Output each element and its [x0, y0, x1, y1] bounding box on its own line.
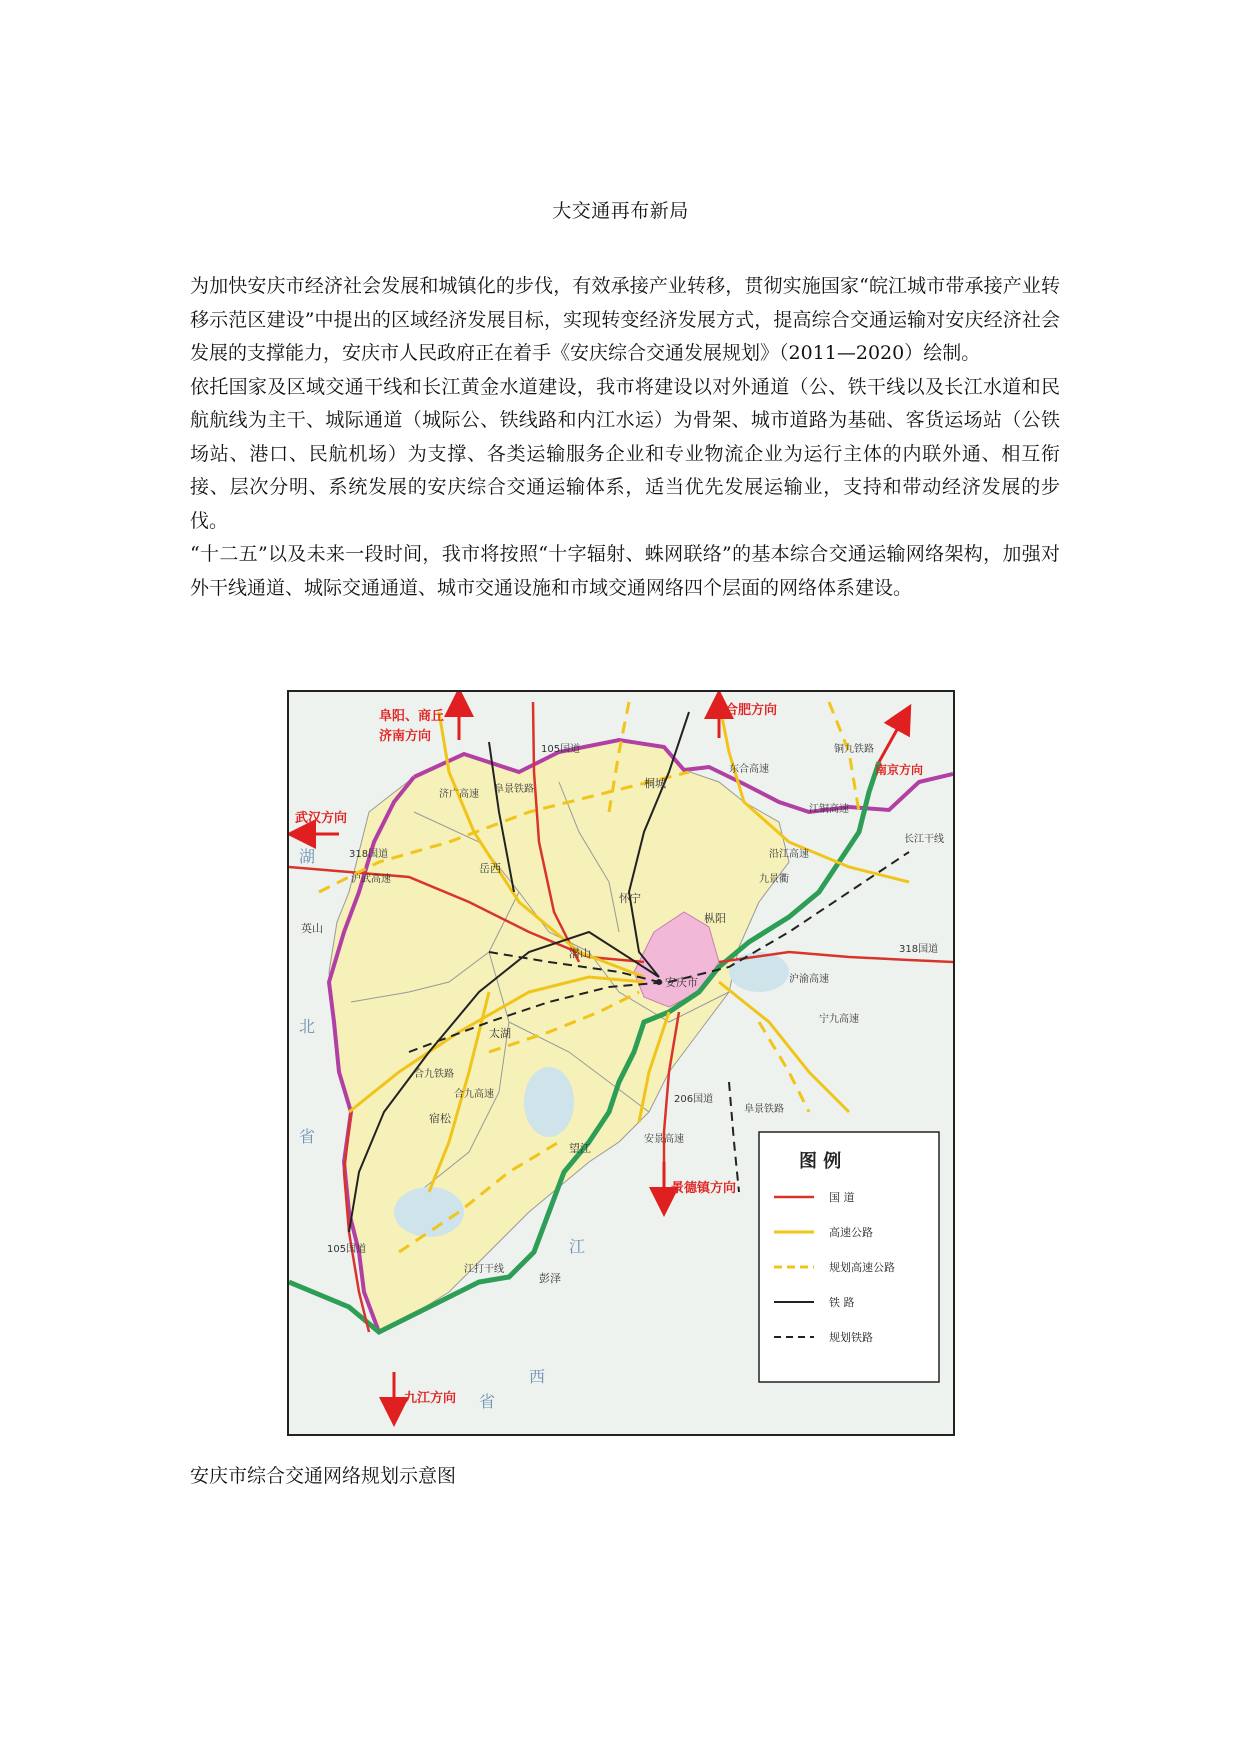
route-jiangda: 江打干线 — [464, 1264, 504, 1275]
route-hejiu-exp: 合九高速 — [454, 1089, 494, 1100]
route-206: 206国道 — [674, 1094, 714, 1105]
paragraph-3: “十二五”以及未来一段时间，我市将按照“十字辐射、蛛网联络”的基本综合交通运输网络架构，加强对外干线通道、城际交通通道、城市交通设施和市域交通网络四个层面的网络体系建设。 — [190, 543, 1060, 599]
label-hefei: 合肥方向 — [725, 703, 778, 718]
place-huaining: 怀宁 — [619, 892, 641, 905]
legend-label-national-road: 国 道 — [829, 1191, 855, 1204]
route-105-south: 105国道 — [327, 1244, 367, 1255]
route-hejiu-rail: 合九铁路 — [414, 1069, 454, 1080]
label-nanjing: 南京方向 — [875, 763, 924, 777]
province-jiangxi-1: 江 — [569, 1237, 586, 1256]
province-jiangxi-3: 省 — [479, 1392, 496, 1411]
place-pengze: 彭泽 — [539, 1272, 561, 1285]
route-tongda: 铜九铁路 — [834, 744, 874, 755]
route-yanjiang: 沿江高速 — [769, 849, 809, 860]
place-zongyang: 枞阳 — [704, 912, 726, 925]
route-huwu: 沪武高速 — [351, 874, 391, 885]
place-tongcheng: 桐城 — [644, 777, 666, 790]
route-318: 318国道 — [349, 849, 389, 860]
legend-label-planned-expressway: 规划高速公路 — [829, 1261, 895, 1274]
legend-label-planned-railway: 规划铁路 — [829, 1331, 873, 1344]
place-yuexi: 岳西 — [479, 862, 501, 875]
route-wangjiang: 东合高速 — [729, 764, 769, 775]
place-yingshan: 英山 — [301, 922, 323, 935]
document-body — [190, 270, 1060, 605]
place-qianshan: 潜山 — [569, 947, 591, 960]
route-fujing: 阜景铁路 — [494, 784, 534, 795]
province-hubei-2: 北 — [299, 1017, 316, 1036]
label-wuhan: 武汉方向 — [295, 811, 348, 826]
route-jiujiang-rail: 九景衢 — [759, 874, 789, 885]
label-fuyang: 阜阳、商丘 — [379, 709, 445, 724]
route-changjiang: 长江干线 — [904, 834, 944, 845]
label-jiujiang: 九江方向 — [404, 1391, 457, 1406]
route-anjing: 安景高速 — [644, 1134, 684, 1145]
route-jiangtong: 江铜高速 — [809, 804, 849, 815]
paragraph-1: 为加快安庆市经济社会发展和城镇化的步伐，有效承接产业转移，贯彻实施国家“皖江城市带承接产业转移示范区建设”中提出的区域经济发展目标，实现转变经济发展方式，提高综合交通运输对安庆经济社会发展的支撑能力，安庆市人民政府正在着手《安庆综合交通发展规划》（2011—2020）绘制。 — [190, 275, 1060, 364]
map-caption: 安庆市综合交通网络规划示意图 — [190, 1465, 457, 1487]
route-jishang: 济广高速 — [439, 789, 479, 800]
legend-label-expressway: 高速公路 — [829, 1226, 873, 1239]
route-105: 105国道 — [541, 744, 581, 755]
province-hubei-3: 省 — [299, 1127, 316, 1146]
label-jinan: 济南方向 — [379, 729, 432, 744]
place-anqing: 安庆市 — [665, 976, 698, 989]
paragraph-2: 依托国家及区域交通干线和长江黄金水道建设，我市将建设以对外通道（公、铁干线以及长江水道和民航航线为主干、城际通道（城际公、铁线路和内江水运）为骨架、城市道路为基础、客货运场站（公铁场站、港口、民航机场）为支撑、各类运输服务企业和专业物流企业为运行主体的内联外通、相互衔接、层次分明、系统发展的安庆综合交通运输体系，适当优先发展运输业，支持和带动经济发展的步伐。 — [190, 375, 1060, 532]
city-marker-icon — [656, 979, 662, 985]
lake — [729, 952, 789, 992]
label-jingdezhen: 景德镇方向 — [671, 1181, 737, 1196]
place-susong: 宿松 — [429, 1112, 451, 1125]
legend-label-railway: 铁 路 — [829, 1296, 855, 1309]
legend-title: 图 例 — [799, 1151, 842, 1172]
route-fujing-south: 阜景铁路 — [744, 1104, 784, 1115]
lake — [524, 1067, 574, 1137]
route-ningjiu: 宁九高速 — [819, 1014, 859, 1025]
route-huyu: 沪渝高速 — [789, 974, 829, 985]
transport-map — [287, 690, 955, 1436]
map-svg — [289, 692, 953, 1434]
place-taihu: 太湖 — [489, 1027, 511, 1040]
province-jiangxi-2: 西 — [529, 1367, 546, 1386]
lake — [394, 1187, 464, 1237]
province-hubei-1: 湖 — [299, 847, 316, 866]
place-wangjiang: 望江 — [569, 1142, 591, 1155]
map-legend — [759, 1132, 939, 1382]
document-title: 大交通再布新局 — [552, 200, 689, 222]
route-318-east: 318国道 — [899, 944, 939, 955]
